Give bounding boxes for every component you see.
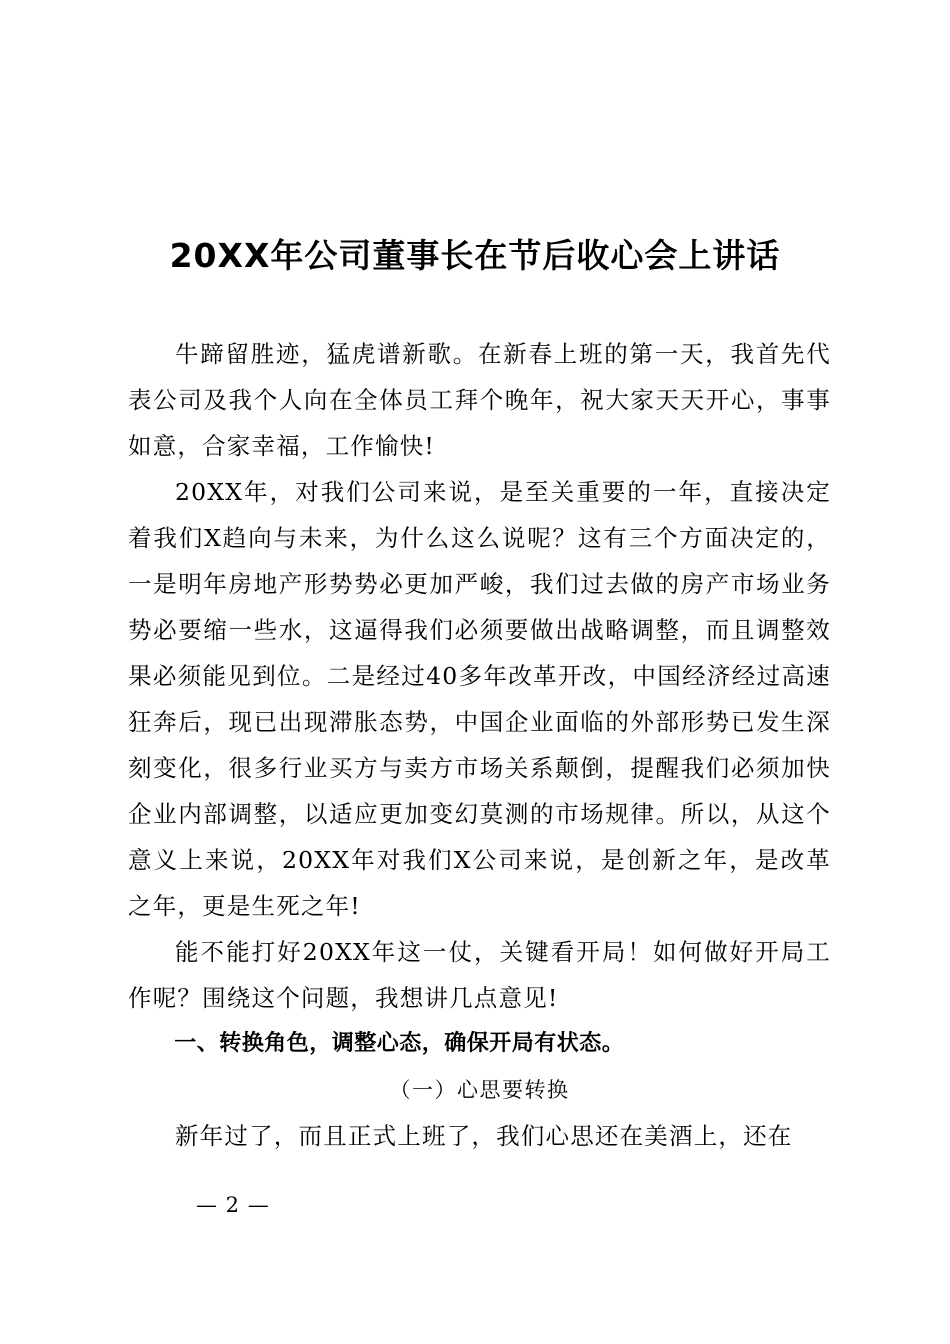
paragraph-mindset: 新年过了，而且正式上班了，我们心思还在美酒上，还在 [175,1122,793,1150]
paragraph-opening: 能不能打好20XX年这一仗，关键看开局！如何做好开局工作呢？围绕这个问题，我想讲几点意见! [128,938,831,1012]
paragraph-importance: 20XX年，对我们公司来说，是至关重要的一年，直接决定着我们X趋向与未来，为什么这么说呢？这有三个方面决定的，一是明年房地产形势势必更加严峻，我们过去做的房产市场业务势必要缩一些水，这逼得我们必须要做出战略调整，而且调整效果必须能见到位。二是经过40多年改革开改，中国经济经过高速狂奔后，现已出现滞胀态势，中国企业面临的外部形势已发生深刻变化，很多行业买方与卖方市场关系颠倒，提醒我们必须加快企业内部调整，以适应更加变幻莫测的市场规律。所以，从这个意义上来说，20XX年对我们X公司来说，是创新之年，是改革之年，更是生死之年! [128,478,831,920]
section-heading-1: 一、转换角色，调整心态，确保开局有状态。 [174,1031,625,1056]
document-body [128,331,831,1159]
paragraph-greeting: 牛蹄留胜迹，猛虎谱新歌。在新春上班的第一天，我首先代表公司及我个人向在全体员工拜个晚年，祝大家天天开心，事事如意，合家幸福，工作愉快! [128,340,831,460]
document-title: 20XX年公司董事长在节后收心会上讲话 [169,236,781,275]
subsection-heading-1: （一）心思要转换 [389,1078,570,1102]
page-number: — 2 — [196,1193,270,1217]
